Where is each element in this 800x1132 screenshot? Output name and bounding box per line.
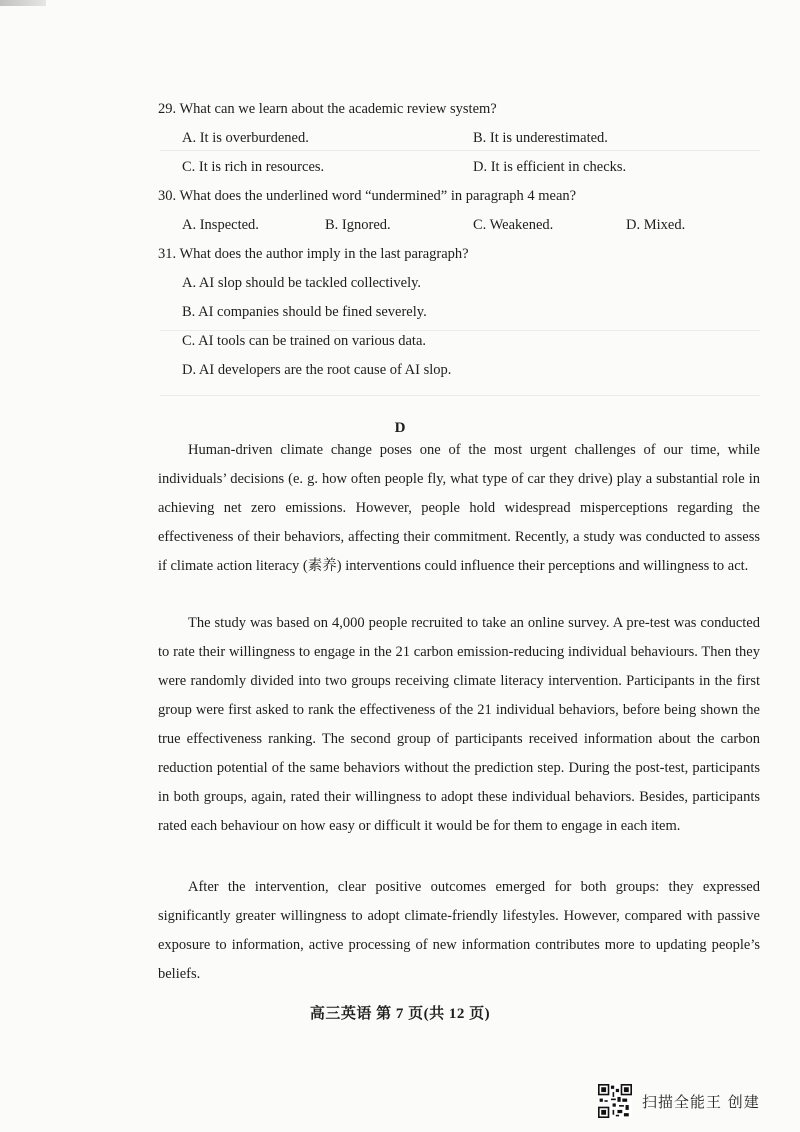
question-31-option-a: A. AI slop should be tackled collectively. <box>182 275 422 291</box>
section-letter: D <box>394 420 406 436</box>
question-31-option-b: B. AI companies should be fined severely. <box>182 304 427 320</box>
question-30-stem: 30. What does the underlined word “undermined” in paragraph 4 mean? <box>158 188 577 204</box>
question-29-option-a: A. It is overburdened. <box>182 130 309 146</box>
question-31-stem: 31. What does the author imply in the last paragraph? <box>158 246 469 262</box>
question-29-option-c: C. It is rich in resources. <box>182 159 325 175</box>
question-29-stem: 29. What can we learn about the academic review system? <box>158 101 497 117</box>
question-31-option-d: D. AI developers are the root cause of AI slop. <box>182 362 452 378</box>
question-30-option-d: D. Mixed. <box>626 217 686 233</box>
question-29-option-b: B. It is underestimated. <box>473 130 608 146</box>
scan-bleed-line <box>160 395 760 396</box>
question-30-option-a: A. Inspected. <box>182 217 259 233</box>
question-31-option-c: C. AI tools can be trained on various data. <box>182 333 427 349</box>
scan-bleed-line <box>160 150 760 151</box>
question-30-option-b: B. Ignored. <box>325 217 391 233</box>
scanner-watermark <box>598 1084 760 1118</box>
question-30-option-c: C. Weakened. <box>473 217 554 233</box>
qr-code-icon <box>598 1084 632 1118</box>
watermark-text: 扫描全能王 创建 <box>642 1092 760 1111</box>
passage-paragraph-2: The study was based on 4,000 people recruited to take an online survey. A pre-test was conducted to rate their willingness to engage in the 21 carbon emission-reducing individual behaviours. Then they were randomly divided into two groups receiving climate literacy intervention. Participants in the first group were first asked to rank the effectiveness of the 21 individual behaviors, before being shown the true effectiveness ranking. The second group of participants received information about the carbon reduction potential of the same behaviors without the prediction step. During the post-test, participants in both groups, again, rated their willingness to adopt these individual behaviors. Besides, participants rated each behaviour on how easy or difficult it would be for them to engage in each item. <box>158 615 760 834</box>
scan-bleed-line <box>160 330 760 331</box>
passage-paragraph-1: Human-driven climate change poses one of the most urgent challenges of our time, while individuals’ decisions (e. g. how often people fly, what type of car they drive) play a substantial role in achieving net zero emissions. However, people hold widespread misperceptions regarding the effectiveness of their behaviors, affecting their commitment. Recently, a study was conducted to assess if climate action literacy (素养) interventions could influence their perceptions and willingness to act. <box>158 442 760 574</box>
scan-edge-mark <box>0 0 46 6</box>
passage-paragraph-3: After the intervention, clear positive outcomes emerged for both groups: they expressed significantly greater willingness to adopt climate-friendly lifestyles. However, compared with passive exposure to information, active processing of new information contributes more to updating people’s beliefs. <box>158 879 760 982</box>
question-29-option-d: D. It is efficient in checks. <box>473 159 627 175</box>
page-footer: 高三英语 第 7 页(共 12 页) <box>309 1006 491 1022</box>
